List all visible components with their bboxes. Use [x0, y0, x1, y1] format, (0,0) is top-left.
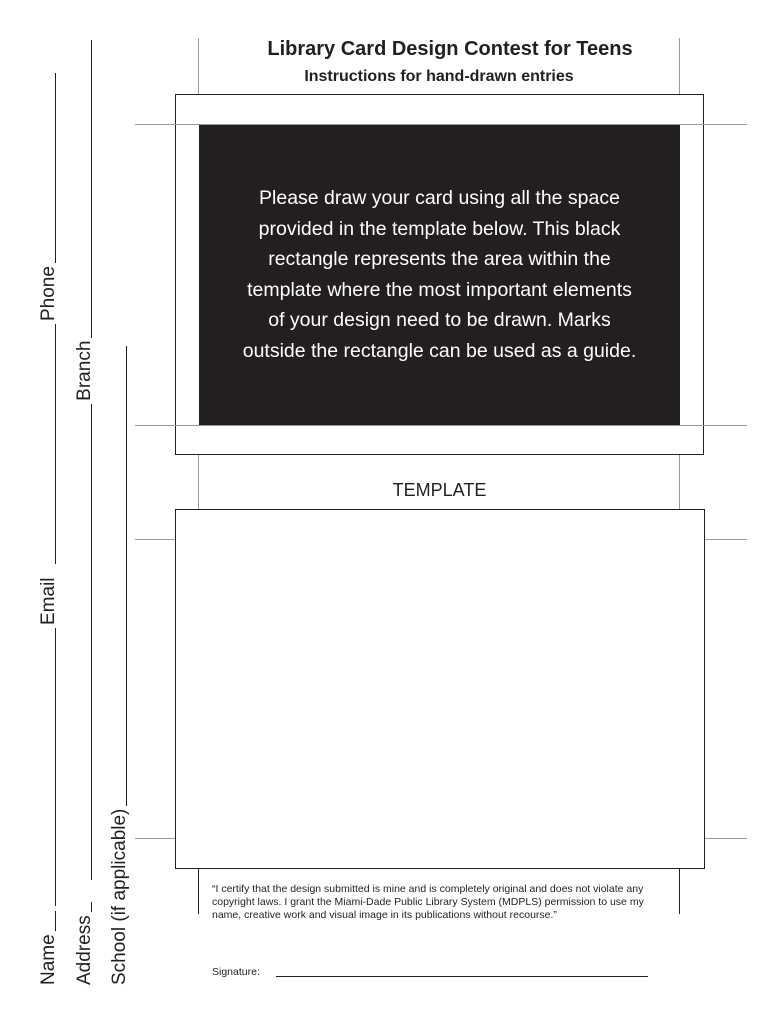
instructions-text: Please draw your card using all the space provided in the template below. This black rectangle represents the area within the template where the most important elements of your design need to be drawn. Marks outside the rectangle can be used as a guide.: [242, 187, 637, 362]
address-label: Address: [74, 915, 95, 985]
template-guide-right-bottom: [705, 838, 747, 839]
template-guide-right-top: [705, 539, 747, 540]
signature-label: Signature:: [212, 966, 260, 978]
guide-line-top-horizontal: [135, 124, 747, 125]
template-guide-left-top: [135, 539, 175, 540]
address-field[interactable]: [70, 885, 96, 985]
phone-field[interactable]: [34, 44, 60, 564]
name-field[interactable]: [34, 910, 60, 985]
name-input-line-ext[interactable]: [55, 628, 56, 906]
school-label: School (if applicable): [109, 808, 130, 985]
guide-line-upper-bottom-horizontal: [135, 425, 747, 426]
guide-line-left-lower: [198, 868, 199, 914]
email-input-line[interactable]: [55, 324, 56, 564]
page-title: Library Card Design Contest for Teens: [267, 38, 633, 60]
phone-label: Phone: [38, 266, 59, 321]
branch-input-line[interactable]: [91, 40, 92, 338]
guide-line-right-lower: [679, 868, 680, 914]
name-input-line[interactable]: [55, 911, 56, 931]
template-label: TEMPLATE: [392, 480, 487, 500]
email-field[interactable]: [34, 568, 60, 906]
branch-field[interactable]: [70, 40, 96, 880]
signature-field[interactable]: [276, 976, 648, 977]
school-input-line[interactable]: [126, 346, 127, 806]
drawing-template-area[interactable]: [175, 509, 705, 869]
email-label: Email: [38, 577, 59, 625]
instructions-box: [199, 124, 680, 425]
branch-label: Branch: [74, 340, 95, 401]
certification-text: “I certify that the design submitted is mine and is completely original and does not violate any copyright laws. I grant the Miami-Dade Public Library System (MDPLS) permission to use my name, creative work and visual image in its publications without recourse.”: [212, 883, 644, 921]
template-guide-left-bottom: [135, 838, 175, 839]
address-input-line-ext[interactable]: [91, 404, 92, 880]
school-field[interactable]: [105, 325, 131, 985]
name-label: Name: [38, 934, 59, 985]
phone-input-line[interactable]: [55, 73, 56, 263]
page-subtitle: Instructions for hand-drawn entries: [304, 68, 574, 85]
address-input-line[interactable]: [91, 902, 92, 912]
